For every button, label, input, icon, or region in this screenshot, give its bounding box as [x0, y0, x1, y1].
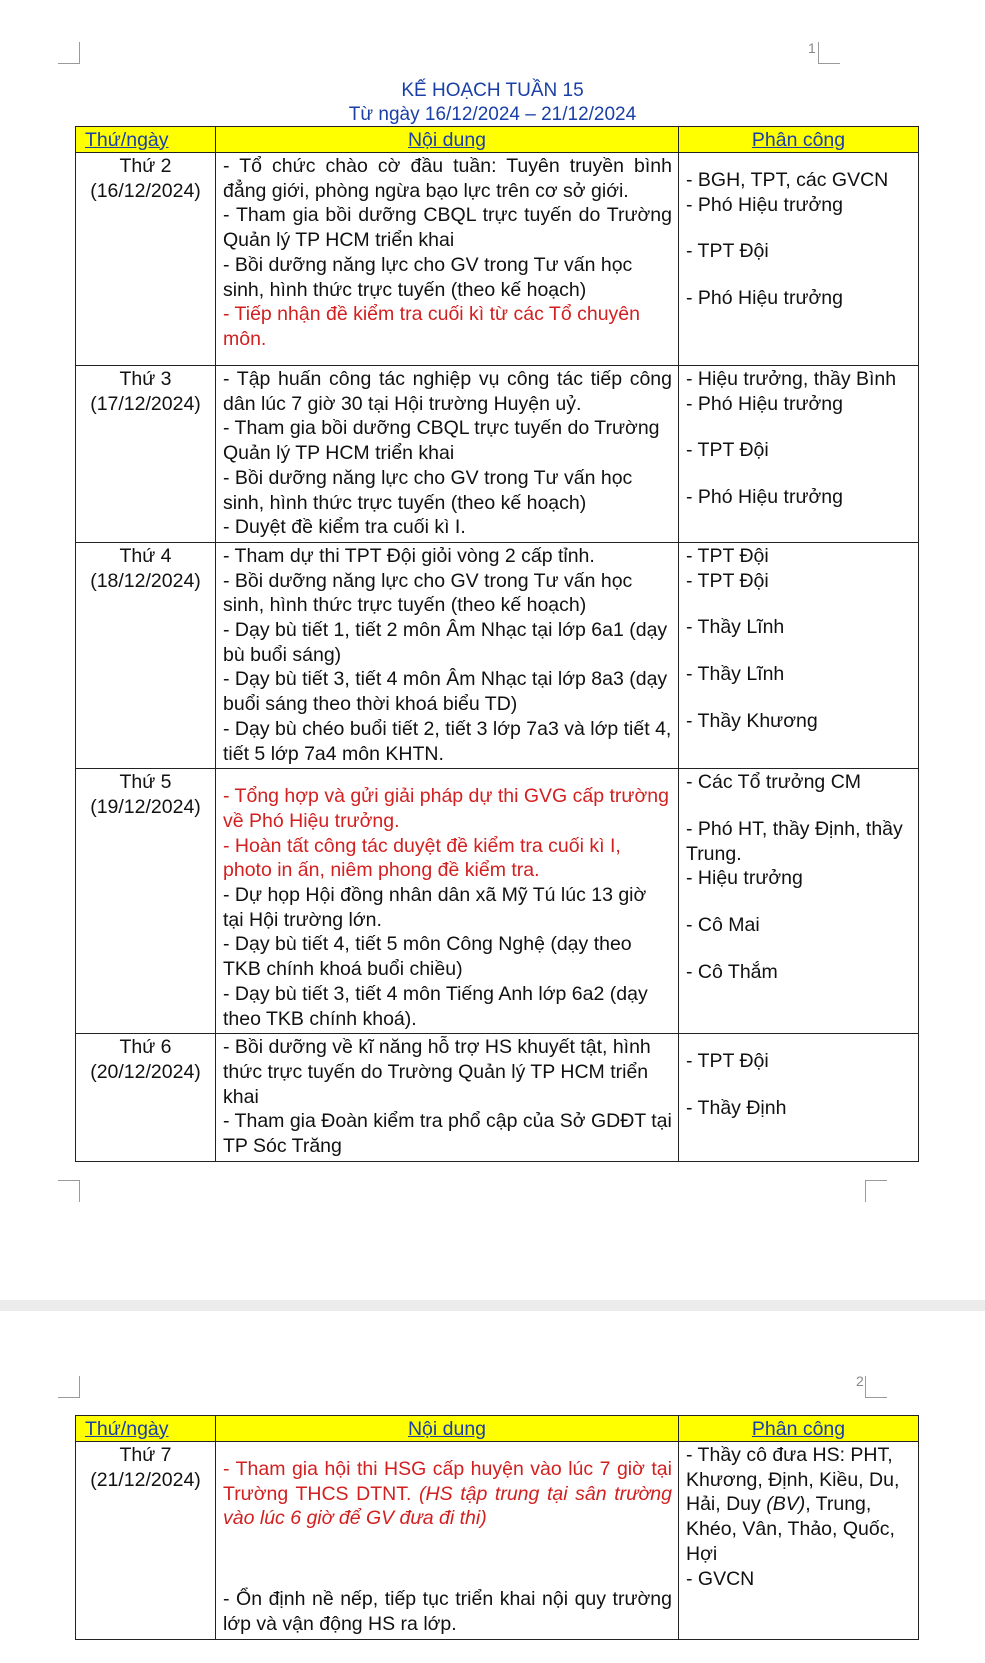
content-cell — [216, 769, 679, 1034]
day-cell — [76, 1442, 216, 1640]
day-name: Thứ 4 — [119, 544, 172, 567]
assign-note: (BV) — [766, 1493, 806, 1516]
content-item: - Dự họp Hội đồng nhân dân xã Mỹ Tú lúc 13 giờ tại Hội trường lớn. — [223, 884, 647, 931]
content-item: - Dạy bù tiết 3, tiết 4 môn Tiếng Anh lớp 6a2 (dạy theo TKB chính khoá). — [223, 982, 648, 1030]
content-item: - Dạy bù tiết 3, tiết 4 môn Âm Nhạc tại lớp 8a3 (dạy buổi sáng theo thời khoá biểu TD) — [223, 668, 668, 716]
assign-item: - TPT Đội — [686, 1050, 769, 1073]
table-row — [76, 1034, 919, 1162]
assign-cell — [679, 542, 919, 768]
day-date: (18/12/2024) — [90, 569, 201, 592]
day-name: Thứ 7 — [119, 1444, 172, 1466]
day-date: (21/12/2024) — [90, 1468, 201, 1491]
crop-mark-top-right — [818, 42, 840, 64]
day-name: Thứ 5 — [119, 771, 172, 794]
assign-item: - GVCN — [686, 1567, 755, 1590]
content-cell — [216, 1034, 679, 1162]
day-cell — [76, 542, 216, 768]
content-item — [223, 1457, 672, 1531]
day-date: (20/12/2024) — [90, 1060, 201, 1083]
assign-item: - Phó Hiệu trưởng — [686, 486, 843, 509]
assign-item: - TPT Đội — [686, 240, 769, 263]
content-item: - Hoàn tất công tác duyệt đề kiểm tra cuối kì I, photo in ấn, niêm phong đề kiểm tra. — [223, 834, 621, 882]
assign-item: - Phó Hiệu trưởng — [686, 287, 843, 310]
content-item: - Tham gia Đoàn kiểm tra phổ cập của Sở GDĐT tại TP Sóc Trăng — [223, 1110, 672, 1158]
content-cell — [216, 542, 679, 768]
content-item: - Tham gia bồi dưỡng CBQL trực tuyến do Trường Quản lý TP HCM triển khai — [223, 417, 660, 465]
table-row — [76, 769, 919, 1034]
weekly-plan-table — [75, 126, 919, 1162]
assign-text: , Trung, Khéo, Vân, Thảo, Quốc, Hợi — [686, 1493, 895, 1565]
table-row — [76, 153, 919, 366]
content-item: - Bồi dưỡng về kĩ năng hỗ trợ HS khuyết tật, hình thức trực tuyến do Trường Quản lý TP HCM triển khai — [223, 1036, 651, 1108]
assign-item: - Cô Mai — [686, 914, 760, 937]
assign-item: - Phó HT, thầy Định, thầy Trung. — [686, 817, 903, 865]
day-cell — [76, 366, 216, 543]
content-item: - Tập huấn công tác nghiệp vụ công tác tiếp công dân lúc 7 giờ 30 tại Hội trường Huyện uỷ. — [223, 368, 672, 415]
day-date: (17/12/2024) — [90, 392, 201, 415]
assign-item: - TPT Đội — [686, 544, 769, 567]
content-cell — [216, 153, 679, 366]
crop-mark-top-left — [58, 1376, 80, 1398]
document-title: KẾ HOẠCH TUẦN 15 — [401, 80, 584, 101]
content-cell — [216, 366, 679, 543]
header-content: Nội dung — [216, 1416, 679, 1442]
assign-cell — [679, 153, 919, 366]
assign-cell — [679, 366, 919, 543]
crop-mark-top-right — [865, 1376, 887, 1398]
crop-mark-top-left — [58, 42, 80, 64]
table-row — [76, 366, 919, 543]
page-number: 1 — [808, 40, 816, 56]
content-cell — [216, 1442, 679, 1640]
content-item: - Bồi dưỡng năng lực cho GV trong Tư vấn học sinh, hình thức trực tuyến (theo kế hoạch) — [223, 466, 633, 514]
content-item: - Tổ chức chào cờ đầu tuần: Tuyên truyền bình đẳng giới, phòng ngừa bạo lực trên cơ sở giới. — [223, 155, 672, 202]
table-row — [76, 542, 919, 768]
day-name: Thứ 3 — [119, 368, 172, 390]
assign-item: - TPT Đội — [686, 439, 769, 462]
assign-item: - Hiệu trưởng — [686, 867, 803, 890]
assign-item: - TPT Đội — [686, 569, 769, 592]
day-date: (16/12/2024) — [90, 179, 201, 202]
content-item: - Ổn định nề nếp, tiếp tục triển khai nội quy trường lớp và vận động HS ra lớp. — [223, 1588, 672, 1635]
header-content: Nội dung — [216, 127, 679, 153]
day-cell — [76, 153, 216, 366]
assign-item: - Cô Thắm — [686, 960, 778, 983]
header-assign: Phân công — [679, 1416, 919, 1442]
day-cell — [76, 1034, 216, 1162]
table-row — [76, 1442, 919, 1640]
content-text: - Tham gia hội thi HSG cấp huyện vào lúc 7 giờ tại Trường THCS DTNT. — [223, 1458, 672, 1505]
content-item: - Dạy bù chéo buổi tiết 2, tiết 3 lớp 7a3 và lớp tiết 4, tiết 5 lớp 7a4 môn KHTN. — [223, 717, 672, 765]
content-item: - Tiếp nhận đề kiểm tra cuối kì từ các Tổ chuyên môn. — [223, 303, 640, 350]
table-header-row — [76, 1416, 919, 1442]
header-day: Thứ/ngày — [76, 1416, 216, 1442]
page-separator — [0, 1300, 985, 1311]
assign-cell — [679, 1442, 919, 1640]
header-day: Thứ/ngày — [76, 127, 216, 153]
day-name: Thứ 6 — [119, 1036, 172, 1059]
page-number: 2 — [856, 1373, 864, 1389]
day-name: Thứ 2 — [119, 155, 172, 177]
crop-mark-bottom-right — [865, 1180, 887, 1202]
assign-item: - Hiệu trưởng, thầy Bình — [686, 368, 897, 390]
content-item: - Duyệt đề kiểm tra cuối kì I. — [223, 516, 466, 539]
assign-item — [686, 1443, 912, 1567]
content-item: - Dạy bù tiết 1, tiết 2 môn Âm Nhạc tại lớp 6a1 (dạy bù buổi sáng) — [223, 619, 668, 666]
content-item: - Tham dự thi TPT Đội giỏi vòng 2 cấp tỉnh. — [223, 544, 595, 567]
assign-cell — [679, 769, 919, 1034]
assign-item: - Thầy Định — [686, 1096, 787, 1119]
content-item: - Tổng hợp và gửi giải pháp dự thi GVG cấp trường về Phó Hiệu trưởng. — [223, 785, 669, 832]
assign-item: - Phó Hiệu trưởng — [686, 392, 843, 415]
crop-mark-bottom-left — [58, 1180, 80, 1202]
day-cell — [76, 769, 216, 1034]
assign-item: - Phó Hiệu trưởng — [686, 193, 843, 216]
header-assign: Phân công — [679, 127, 919, 153]
assign-item: - Thầy Khương — [686, 709, 818, 732]
assign-item: - Thầy Lĩnh — [686, 663, 785, 686]
document-page-2 — [0, 1311, 985, 1663]
content-item: - Bồi dưỡng năng lực cho GV trong Tư vấn học sinh, hình thức trực tuyến (theo kế hoạch) — [223, 569, 633, 617]
assign-text: - Thầy cô đưa HS: PHT, Khương, Định, Kiều, Du, Hải, Duy — [686, 1444, 900, 1516]
content-item: - Tham gia bồi dưỡng CBQL trực tuyến do Trường Quản lý TP HCM triển khai — [223, 204, 672, 252]
assign-item: - BGH, TPT, các GVCN — [686, 169, 889, 191]
day-date: (19/12/2024) — [90, 795, 201, 818]
assign-cell — [679, 1034, 919, 1162]
assign-item: - Thầy Lĩnh — [686, 616, 785, 639]
content-note: (HS tập trung tại sân trường vào lúc 6 giờ để GV đưa đi thi) — [223, 1482, 672, 1530]
table-header-row — [76, 127, 919, 153]
content-item: - Bồi dưỡng năng lực cho GV trong Tư vấn học sinh, hình thức trực tuyến (theo kế hoạch) — [223, 253, 633, 301]
weekly-plan-table-continued — [75, 1415, 919, 1640]
content-item: - Dạy bù tiết 4, tiết 5 môn Công Nghệ (dạy theo TKB chính khoá buổi chiều) — [223, 933, 632, 981]
document-date-range: Từ ngày 16/12/2024 – 21/12/2024 — [348, 104, 637, 125]
assign-item: - Các Tổ trưởng CM — [686, 771, 862, 794]
